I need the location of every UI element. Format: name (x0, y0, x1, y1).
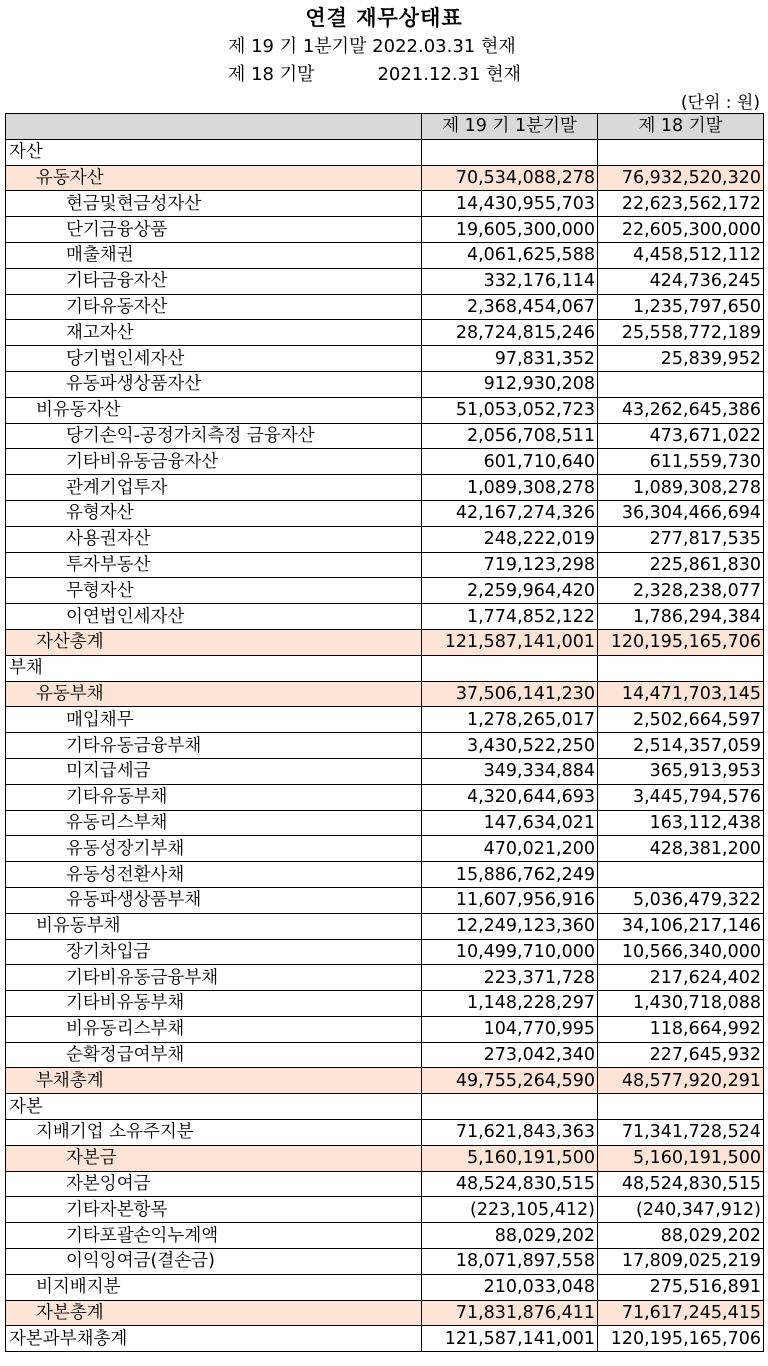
row-current-value: 15,886,762,249 (422, 862, 598, 888)
row-prior-value (598, 139, 764, 165)
row-current-value: 104,770,995 (422, 1016, 598, 1042)
row-label: 사용권자산 (6, 526, 422, 552)
row-prior-value: 120,195,165,706 (598, 1326, 764, 1352)
row-label: 현금및현금성자산 (6, 191, 422, 217)
row-prior-value: 120,195,165,706 (598, 629, 764, 655)
table-row (6, 1197, 764, 1223)
row-current-value: 2,056,708,511 (422, 423, 598, 449)
table-row (6, 836, 764, 862)
row-prior-value: 25,558,772,189 (598, 320, 764, 346)
row-current-value: 18,071,897,558 (422, 1249, 598, 1275)
header-current: 제 19 기 1분기말 (422, 114, 598, 140)
table-row (6, 758, 764, 784)
row-current-value: 1,278,265,017 (422, 707, 598, 733)
row-prior-value: 14,471,703,145 (598, 681, 764, 707)
table-row (6, 217, 764, 243)
table-row (6, 268, 764, 294)
row-label: 자산 (6, 139, 422, 165)
row-label: 유동성장기부채 (6, 836, 422, 862)
row-current-value: 70,534,088,278 (422, 165, 598, 191)
table-row (6, 784, 764, 810)
row-prior-value: 3,445,794,576 (598, 784, 764, 810)
table-row (6, 887, 764, 913)
row-prior-value: 48,524,830,515 (598, 1171, 764, 1197)
table-row (6, 991, 764, 1017)
table-row (6, 294, 764, 320)
row-current-value: 2,259,964,420 (422, 578, 598, 604)
row-current-value: 121,587,141,001 (422, 629, 598, 655)
row-current-value: 12,249,123,360 (422, 913, 598, 939)
row-prior-value: 17,809,025,219 (598, 1249, 764, 1275)
row-label: 기타유동금융부채 (6, 733, 422, 759)
table-row (6, 475, 764, 501)
table-row (6, 1223, 764, 1249)
row-label: 자본총계 (6, 1300, 422, 1326)
row-prior-value: (240,347,912) (598, 1197, 764, 1223)
table-row (6, 1068, 764, 1094)
row-current-value: 48,524,830,515 (422, 1171, 598, 1197)
table-row (6, 526, 764, 552)
row-prior-value: 88,029,202 (598, 1223, 764, 1249)
row-current-value: 4,061,625,588 (422, 242, 598, 268)
current-period: 제 19 기 1분기말 2022.03.31 현재 (228, 36, 516, 57)
row-current-value: 10,499,710,000 (422, 939, 598, 965)
row-label: 유동파생상품부채 (6, 887, 422, 913)
row-label: 자산총계 (6, 629, 422, 655)
row-current-value (422, 655, 598, 681)
row-prior-value (598, 371, 764, 397)
row-current-value: 3,430,522,250 (422, 733, 598, 759)
row-label: 순확정급여부채 (6, 1042, 422, 1068)
row-prior-value: 1,430,718,088 (598, 991, 764, 1017)
row-label: 미지급세금 (6, 758, 422, 784)
table-row (6, 500, 764, 526)
row-prior-value: 10,566,340,000 (598, 939, 764, 965)
table-row (6, 1145, 764, 1171)
row-prior-value: 5,036,479,322 (598, 887, 764, 913)
table-header-row (6, 114, 764, 140)
row-current-value: 2,368,454,067 (422, 294, 598, 320)
table-row (6, 1249, 764, 1275)
row-prior-value: 22,623,562,172 (598, 191, 764, 217)
row-current-value: 147,634,021 (422, 810, 598, 836)
statement-title: 연결 재무상태표 (305, 6, 463, 30)
row-prior-value: 34,106,217,146 (598, 913, 764, 939)
table-row (6, 1120, 764, 1146)
table-row (6, 423, 764, 449)
row-current-value: 601,710,640 (422, 449, 598, 475)
row-current-value: 912,930,208 (422, 371, 598, 397)
table-row (6, 629, 764, 655)
row-label: 기타유동부채 (6, 784, 422, 810)
row-current-value: 51,053,052,723 (422, 397, 598, 423)
row-label: 비유동자산 (6, 397, 422, 423)
row-label: 부채 (6, 655, 422, 681)
row-prior-value (598, 655, 764, 681)
table-row (6, 1094, 764, 1120)
row-label: 관계기업투자 (6, 475, 422, 501)
table-row (6, 913, 764, 939)
row-current-value: 210,033,048 (422, 1274, 598, 1300)
row-label: 자본잉여금 (6, 1171, 422, 1197)
row-prior-value: 1,235,797,650 (598, 294, 764, 320)
table-row (6, 397, 764, 423)
row-prior-value: 2,502,664,597 (598, 707, 764, 733)
row-prior-value: 76,932,520,320 (598, 165, 764, 191)
row-prior-value: 4,458,512,112 (598, 242, 764, 268)
row-label: 비유동리스부채 (6, 1016, 422, 1042)
row-label: 유형자산 (6, 500, 422, 526)
table-row (6, 371, 764, 397)
row-label: 장기차입금 (6, 939, 422, 965)
row-current-value: (223,105,412) (422, 1197, 598, 1223)
row-current-value: 470,021,200 (422, 836, 598, 862)
row-label: 당기손익-공정가치측정 금융자산 (6, 423, 422, 449)
table-row (6, 578, 764, 604)
row-label: 자본 (6, 1094, 422, 1120)
table-row (6, 655, 764, 681)
row-prior-value: 424,736,245 (598, 268, 764, 294)
row-label: 기타비유동부채 (6, 991, 422, 1017)
row-current-value: 88,029,202 (422, 1223, 598, 1249)
row-current-value: 273,042,340 (422, 1042, 598, 1068)
row-label: 유동성전환사채 (6, 862, 422, 888)
table-row (6, 1326, 764, 1352)
row-current-value (422, 1094, 598, 1120)
table-row (6, 191, 764, 217)
row-current-value: 332,176,114 (422, 268, 598, 294)
table-row (6, 165, 764, 191)
row-label: 유동리스부채 (6, 810, 422, 836)
row-label: 지배기업 소유주지분 (6, 1120, 422, 1146)
row-label: 비지배지분 (6, 1274, 422, 1300)
table-row (6, 552, 764, 578)
row-current-value: 719,123,298 (422, 552, 598, 578)
row-prior-value: 2,514,357,059 (598, 733, 764, 759)
row-current-value: 14,430,955,703 (422, 191, 598, 217)
row-prior-value: 36,304,466,694 (598, 500, 764, 526)
row-current-value: 97,831,352 (422, 346, 598, 372)
row-prior-value: 227,645,932 (598, 1042, 764, 1068)
row-prior-value: 48,577,920,291 (598, 1068, 764, 1094)
row-prior-value: 428,381,200 (598, 836, 764, 862)
table-row (6, 604, 764, 630)
table-row (6, 939, 764, 965)
row-current-value: 19,605,300,000 (422, 217, 598, 243)
table-row (6, 1016, 764, 1042)
row-label: 매출채권 (6, 242, 422, 268)
row-prior-value: 277,817,535 (598, 526, 764, 552)
row-current-value: 28,724,815,246 (422, 320, 598, 346)
row-label: 기타금융자산 (6, 268, 422, 294)
row-prior-value: 275,516,891 (598, 1274, 764, 1300)
row-prior-value (598, 1094, 764, 1120)
row-prior-value: 365,913,953 (598, 758, 764, 784)
row-label: 유동자산 (6, 165, 422, 191)
row-prior-value: 611,559,730 (598, 449, 764, 475)
row-prior-value: 2,328,238,077 (598, 578, 764, 604)
row-label: 기타자본항목 (6, 1197, 422, 1223)
row-label: 비유동부채 (6, 913, 422, 939)
row-prior-value: 25,839,952 (598, 346, 764, 372)
row-label: 매입채무 (6, 707, 422, 733)
row-label: 기타포괄손익누계액 (6, 1223, 422, 1249)
row-current-value: 1,089,308,278 (422, 475, 598, 501)
row-label: 유동파생상품자산 (6, 371, 422, 397)
table-row (6, 1274, 764, 1300)
row-prior-value: 5,160,191,500 (598, 1145, 764, 1171)
table-row (6, 1300, 764, 1326)
row-current-value (422, 139, 598, 165)
table-row (6, 1171, 764, 1197)
row-current-value: 11,607,956,916 (422, 887, 598, 913)
row-current-value: 349,334,884 (422, 758, 598, 784)
row-current-value: 121,587,141,001 (422, 1326, 598, 1352)
row-current-value: 4,320,644,693 (422, 784, 598, 810)
header-item (6, 114, 422, 140)
table-row (6, 707, 764, 733)
row-prior-value: 1,786,294,384 (598, 604, 764, 630)
table-row (6, 242, 764, 268)
table-row (6, 681, 764, 707)
row-prior-value: 163,112,438 (598, 810, 764, 836)
row-label: 기타유동자산 (6, 294, 422, 320)
row-current-value: 37,506,141,230 (422, 681, 598, 707)
row-current-value: 71,621,843,363 (422, 1120, 598, 1146)
row-label: 재고자산 (6, 320, 422, 346)
row-label: 기타비유동금융자산 (6, 449, 422, 475)
table-row (6, 733, 764, 759)
row-label: 무형자산 (6, 578, 422, 604)
balance-sheet-table (5, 113, 764, 1352)
row-label: 단기금융상품 (6, 217, 422, 243)
table-row (6, 965, 764, 991)
row-label: 투자부동산 (6, 552, 422, 578)
table-row (6, 320, 764, 346)
row-label: 기타비유동금융부채 (6, 965, 422, 991)
row-label: 당기법인세자산 (6, 346, 422, 372)
row-current-value: 49,755,264,590 (422, 1068, 598, 1094)
row-label: 이연법인세자산 (6, 604, 422, 630)
row-label: 부채총계 (6, 1068, 422, 1094)
row-prior-value: 71,341,728,524 (598, 1120, 764, 1146)
row-label: 이익잉여금(결손금) (6, 1249, 422, 1275)
row-prior-value: 71,617,245,415 (598, 1300, 764, 1326)
row-current-value: 5,160,191,500 (422, 1145, 598, 1171)
table-row (6, 139, 764, 165)
row-prior-value: 473,671,022 (598, 423, 764, 449)
row-current-value: 71,831,876,411 (422, 1300, 598, 1326)
table-row (6, 810, 764, 836)
row-current-value: 1,774,852,122 (422, 604, 598, 630)
row-prior-value: 1,089,308,278 (598, 475, 764, 501)
row-current-value: 223,371,728 (422, 965, 598, 991)
row-prior-value: 43,262,645,386 (598, 397, 764, 423)
table-row (6, 449, 764, 475)
unit-label: (단위 : 원) (680, 93, 760, 113)
row-current-value: 42,167,274,326 (422, 500, 598, 526)
prior-period: 제 18 기말 2021.12.31 현재 (228, 64, 522, 85)
row-prior-value: 217,624,402 (598, 965, 764, 991)
row-prior-value: 118,664,992 (598, 1016, 764, 1042)
row-current-value: 1,148,228,297 (422, 991, 598, 1017)
row-prior-value (598, 862, 764, 888)
row-label: 자본금 (6, 1145, 422, 1171)
table-row (6, 1042, 764, 1068)
row-label: 유동부채 (6, 681, 422, 707)
row-prior-value: 225,861,830 (598, 552, 764, 578)
header-prior: 제 18 기말 (598, 114, 764, 140)
row-current-value: 248,222,019 (422, 526, 598, 552)
table-row (6, 346, 764, 372)
row-prior-value: 22,605,300,000 (598, 217, 764, 243)
row-label: 자본과부채총계 (6, 1326, 422, 1352)
table-row (6, 862, 764, 888)
